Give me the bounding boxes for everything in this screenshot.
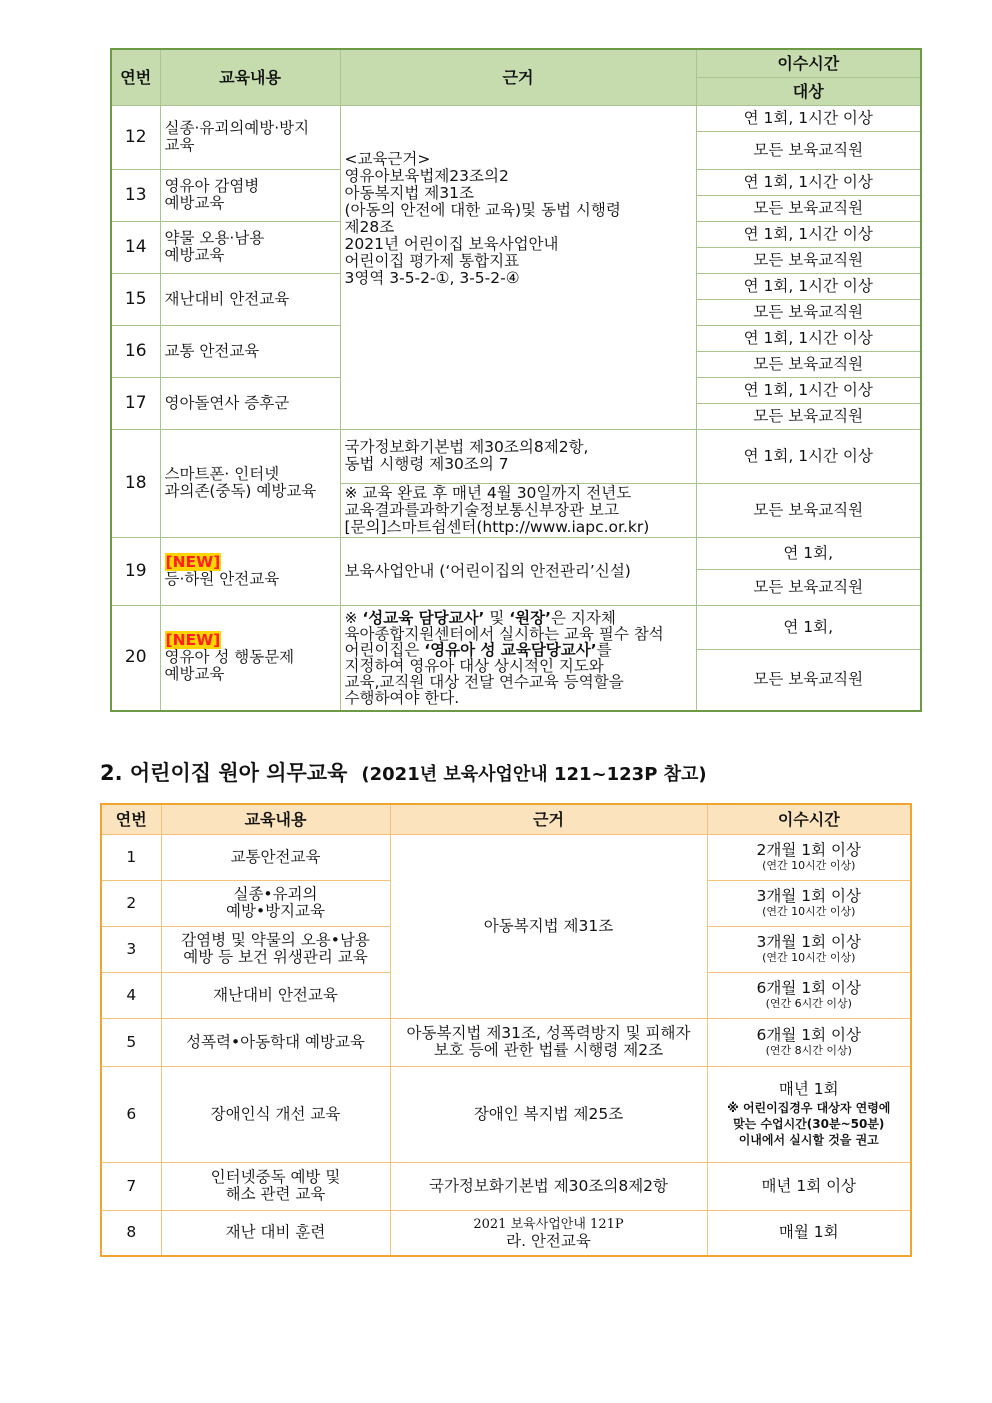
row-number: 7 xyxy=(101,1162,161,1210)
row-content: 실종•유괴의 예방•방지교육 xyxy=(161,880,390,926)
row-basis: 아동복지법 제31조, 성폭력방지 및 피해자 보호 등에 관한 법률 시행령 제2조 xyxy=(390,1018,707,1066)
row-target: 모든 보육교직원 xyxy=(696,483,921,537)
row-hours: 연 1회, xyxy=(696,537,921,569)
row-content: 재난대비 안전교육 xyxy=(160,273,340,325)
table-row xyxy=(111,105,921,131)
header-no: 연번 xyxy=(111,49,160,105)
section-title: 2. 어린이집 원아 의무교육 xyxy=(100,761,348,785)
table-row xyxy=(111,429,921,483)
table-row xyxy=(111,605,921,649)
header-basis: 근거 xyxy=(340,49,696,105)
shared-basis: <교육근거> 영유아보육법제23조의2 아동복지법 제31조 (아동의 안전에 대한 교육)및 동법 시행령 제28조 2021년 어린이집 보육사업안내 어린이집 평가제 통합지표 3영역 3-5-2-①, 3-5-2-④ xyxy=(340,105,696,429)
row-number: 12 xyxy=(111,105,160,169)
table-row xyxy=(101,1018,911,1066)
row-number: 3 xyxy=(101,926,161,972)
header-hours: 이수시간 xyxy=(707,804,911,834)
row-number: 6 xyxy=(101,1066,161,1162)
header-basis: 근거 xyxy=(390,804,707,834)
row-number: 19 xyxy=(111,537,160,605)
row-target: 모든 보육교직원 xyxy=(696,247,921,273)
row-number: 17 xyxy=(111,377,160,429)
row-number: 5 xyxy=(101,1018,161,1066)
section-subtitle: (2021년 보육사업안내 121~123P 참고) xyxy=(361,764,707,785)
row-content: 스마트폰· 인터넷 과의존(중독) 예방교육 xyxy=(160,429,340,537)
row-hours: 연 1회, 1시간 이상 xyxy=(696,221,921,247)
training-table-staff xyxy=(110,48,922,712)
row-number: 4 xyxy=(101,972,161,1018)
row-number: 18 xyxy=(111,429,160,537)
row-number: 14 xyxy=(111,221,160,273)
row-content: 약물 오용·남용 예방교육 xyxy=(160,221,340,273)
row-target: 모든 보육교직원 xyxy=(696,649,921,711)
row-number: 2 xyxy=(101,880,161,926)
row-basis: 보육사업안내 (‘어린이집의 안전관리’신설) xyxy=(340,537,696,605)
new-badge: [NEW] xyxy=(165,631,221,650)
row-target: 모든 보육교직원 xyxy=(696,569,921,605)
header-no: 연번 xyxy=(101,804,161,834)
header-content: 교육내용 xyxy=(161,804,390,834)
table-row xyxy=(101,834,911,880)
row-target: 모든 보육교직원 xyxy=(696,195,921,221)
row-hours: 2개월 1회 이상 (연간 10시간 이상) xyxy=(707,834,911,880)
row-content: 장애인식 개선 교육 xyxy=(161,1066,390,1162)
row-content: 영유아 감염병 예방교육 xyxy=(160,169,340,221)
table-row xyxy=(101,1210,911,1256)
row-target: 모든 보육교직원 xyxy=(696,131,921,169)
row-basis: 2021 보육사업안내 121P 라. 안전교육 xyxy=(390,1210,707,1256)
row-target: 모든 보육교직원 xyxy=(696,403,921,429)
row-hours: 연 1회, 1시간 이상 xyxy=(696,377,921,403)
row-basis: 국가정보화기본법 제30조의8제2항 xyxy=(390,1162,707,1210)
row-number: 8 xyxy=(101,1210,161,1256)
row-content: 감염병 및 약물의 오용•남용 예방 등 보건 위생관리 교육 xyxy=(161,926,390,972)
row-hours: 3개월 1회 이상 (연간 10시간 이상) xyxy=(707,926,911,972)
row-content: 재난대비 안전교육 xyxy=(161,972,390,1018)
new-badge: [NEW] xyxy=(165,553,221,571)
row-number: 15 xyxy=(111,273,160,325)
row-hours: 연 1회, 1시간 이상 xyxy=(696,169,921,195)
row-number: 1 xyxy=(101,834,161,880)
table-row xyxy=(101,1066,911,1162)
row-number: 13 xyxy=(111,169,160,221)
training-table-children xyxy=(100,803,912,1257)
row-hours: 연 1회, 1시간 이상 xyxy=(696,325,921,351)
row-target: 모든 보육교직원 xyxy=(696,351,921,377)
row-hours: 매년 1회 ※ 어린이집경우 대상자 연령에 맞는 수업시간(30분~50분) 이내에서 실시할 것을 권고 xyxy=(707,1066,911,1162)
row-target: 모든 보육교직원 xyxy=(696,299,921,325)
row-hours: 연 1회, 1시간 이상 xyxy=(696,105,921,131)
row-content: 성폭력•아동학대 예방교육 xyxy=(161,1018,390,1066)
row-basis-note: ※ 교육 완료 후 매년 4월 30일까지 전년도 교육결과를과학기술정보통신부장관 보고 [문의]스마트쉼센터(http://www.iapc.or.kr) xyxy=(340,483,696,537)
row-hours: 3개월 1회 이상 (연간 10시간 이상) xyxy=(707,880,911,926)
row-hours: 연 1회, xyxy=(696,605,921,649)
row-number: 16 xyxy=(111,325,160,377)
row-content: [NEW] 등·하원 안전교육 xyxy=(160,537,340,605)
row-hours: 연 1회, 1시간 이상 xyxy=(696,273,921,299)
row-content: 영아돌연사 증후군 xyxy=(160,377,340,429)
row-hours: 매년 1회 이상 xyxy=(707,1162,911,1210)
row-number: 20 xyxy=(111,605,160,711)
row-content: 재난 대비 훈련 xyxy=(161,1210,390,1256)
row-content: 교통 안전교육 xyxy=(160,325,340,377)
row-hours: 매월 1회 xyxy=(707,1210,911,1256)
row-content: 실종·유괴의예방·방지 교육 xyxy=(160,105,340,169)
row-hours: 연 1회, 1시간 이상 xyxy=(696,429,921,483)
table-row xyxy=(111,537,921,569)
shared-basis: 아동복지법 제31조 xyxy=(390,834,707,1018)
row-basis: ※ ‘성교육 담당교사’ 및 ‘원장’은 지자체 육아종합지원센터에서 실시하는 교육 필수 참석 어린이집은 ‘영유아 성 교육담당교사’를 지정하여 영유아 대상 상시적인 지도와 교육,교직원 대상 전달 연수교육 등역할을 수행하여야 한다. xyxy=(340,605,696,711)
row-content: 교통안전교육 xyxy=(161,834,390,880)
header-target: 대상 xyxy=(696,77,921,105)
row-hours: 6개월 1회 이상 (연간 6시간 이상) xyxy=(707,972,911,1018)
row-basis: 국가정보화기본법 제30조의8제2항, 동법 시행령 제30조의 7 xyxy=(340,429,696,483)
section-heading xyxy=(100,757,707,787)
row-content: 인터넷중독 예방 및 해소 관련 교육 xyxy=(161,1162,390,1210)
header-content: 교육내용 xyxy=(160,49,340,105)
row-hours: 6개월 1회 이상 (연간 8시간 이상) xyxy=(707,1018,911,1066)
table-row xyxy=(101,1162,911,1210)
header-hours: 이수시간 xyxy=(696,49,921,77)
row-basis: 장애인 복지법 제25조 xyxy=(390,1066,707,1162)
row-content: [NEW] 영유아 성 행동문제 예방교육 xyxy=(160,605,340,711)
